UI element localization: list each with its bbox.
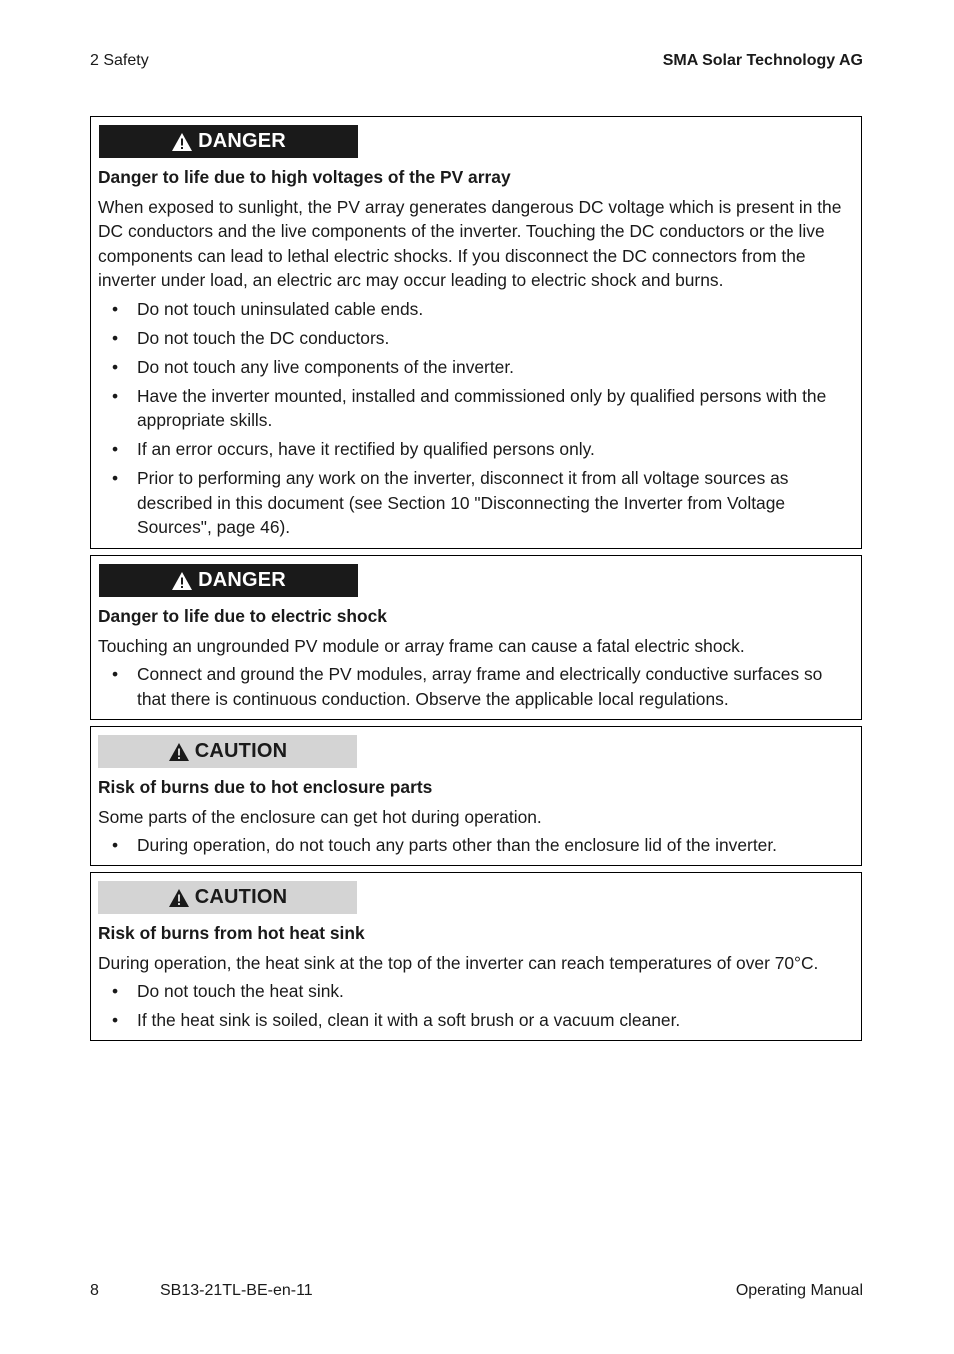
list-item: • If the heat sink is soiled, clean it with a soft brush or a vacuum cleaner.	[98, 1008, 851, 1033]
notice-heading: Danger to life due to high voltages of the PV array	[98, 167, 511, 187]
bullet-icon: •	[112, 356, 119, 377]
bullet-icon: •	[112, 327, 119, 348]
bullet-icon: •	[112, 298, 119, 319]
list-item: • Do not touch the DC conductors.	[98, 326, 851, 351]
danger-label-text: DANGER	[198, 569, 286, 591]
notice-content	[98, 775, 851, 862]
danger-notice-electric-shock	[90, 555, 862, 720]
notice-content	[98, 604, 851, 716]
notice-text: Some parts of the enclosure can get hot during operation.	[98, 806, 542, 827]
bullet-icon: •	[112, 385, 119, 406]
header-section: 2 Safety	[90, 52, 149, 69]
bullet-icon: •	[112, 664, 119, 684]
notice-bullet-list	[98, 297, 851, 540]
notice-text: During operation, the heat sink at the top of the inverter can reach temperatures of over 70°C.	[98, 952, 819, 973]
bullet-icon: •	[112, 981, 119, 1001]
danger-label	[99, 125, 358, 158]
caution-label	[98, 735, 357, 768]
list-item: • Do not touch uninsulated cable ends.	[98, 297, 851, 322]
notice-bullet-list	[98, 662, 851, 711]
list-item: • During operation, do not touch any parts other than the enclosure lid of the inverter.	[98, 833, 851, 858]
notice-content	[98, 165, 851, 544]
caution-label-text: CAUTION	[194, 740, 288, 762]
notice-heading: Risk of burns due to hot enclosure parts	[98, 777, 433, 797]
list-item: • Do not touch any live components of the inverter.	[98, 355, 851, 380]
notice-heading: Risk of burns from hot heat sink	[98, 923, 365, 943]
page-number: 8	[90, 1282, 99, 1299]
caution-notice-hot-enclosure	[90, 726, 862, 866]
list-item: • Do not touch the heat sink.	[98, 979, 851, 1004]
list-item: • Prior to performing any work on the inverter, disconnect it from all voltage sources as described in this document (see Section 10 "Disconnecting the Inverter from Voltage Sources", page 46).	[112, 468, 789, 537]
notice-heading: Danger to life due to electric shock	[98, 606, 387, 626]
caution-label	[98, 881, 357, 914]
caution-label-text: CAUTION	[194, 886, 288, 908]
document-title: Operating Manual	[735, 1282, 863, 1299]
list-item: • If an error occurs, have it rectified by qualified persons only.	[98, 437, 851, 462]
notice-bullet-list	[98, 833, 851, 858]
notice-bullet-list	[98, 979, 851, 1033]
bullet-icon: •	[112, 1010, 119, 1030]
notice-text: Touching an ungrounded PV module or array frame can cause a fatal electric shock.	[98, 635, 745, 656]
danger-label-text: DANGER	[198, 130, 286, 152]
header-company: SMA Solar Technology AG	[662, 52, 863, 69]
warning-triangle-icon	[171, 132, 193, 152]
danger-notice-pv-voltage	[90, 116, 862, 549]
document-code: SB13-21TL-BE-en-11	[160, 1282, 313, 1299]
bullet-icon: •	[112, 468, 119, 488]
list-item: • Connect and ground the PV modules, array frame and electrically conductive surfaces so that there is continuous conduction. Observe the applicable local regulations.	[112, 664, 823, 709]
list-item: • Have the inverter mounted, installed and commissioned only by qualified persons with the appropriate skills.	[112, 385, 827, 430]
notice-content	[98, 921, 851, 1037]
warning-triangle-icon	[171, 571, 193, 591]
bullet-icon: •	[112, 439, 119, 459]
caution-notice-hot-heat-sink	[90, 872, 862, 1041]
warning-triangle-icon	[168, 742, 190, 762]
bullet-icon: •	[112, 835, 119, 855]
danger-label	[99, 564, 358, 597]
notice-text: When exposed to sunlight, the PV array generates dangerous DC voltage which is present in the DC conductors and the live components of the inverter. Touching the DC conductors or the live components can lead to lethal electric shocks. If you disconnect the DC connectors from the inverter under load, an electric arc may occur leading to electric shock and burns.	[98, 196, 842, 290]
warning-triangle-icon	[168, 888, 190, 908]
